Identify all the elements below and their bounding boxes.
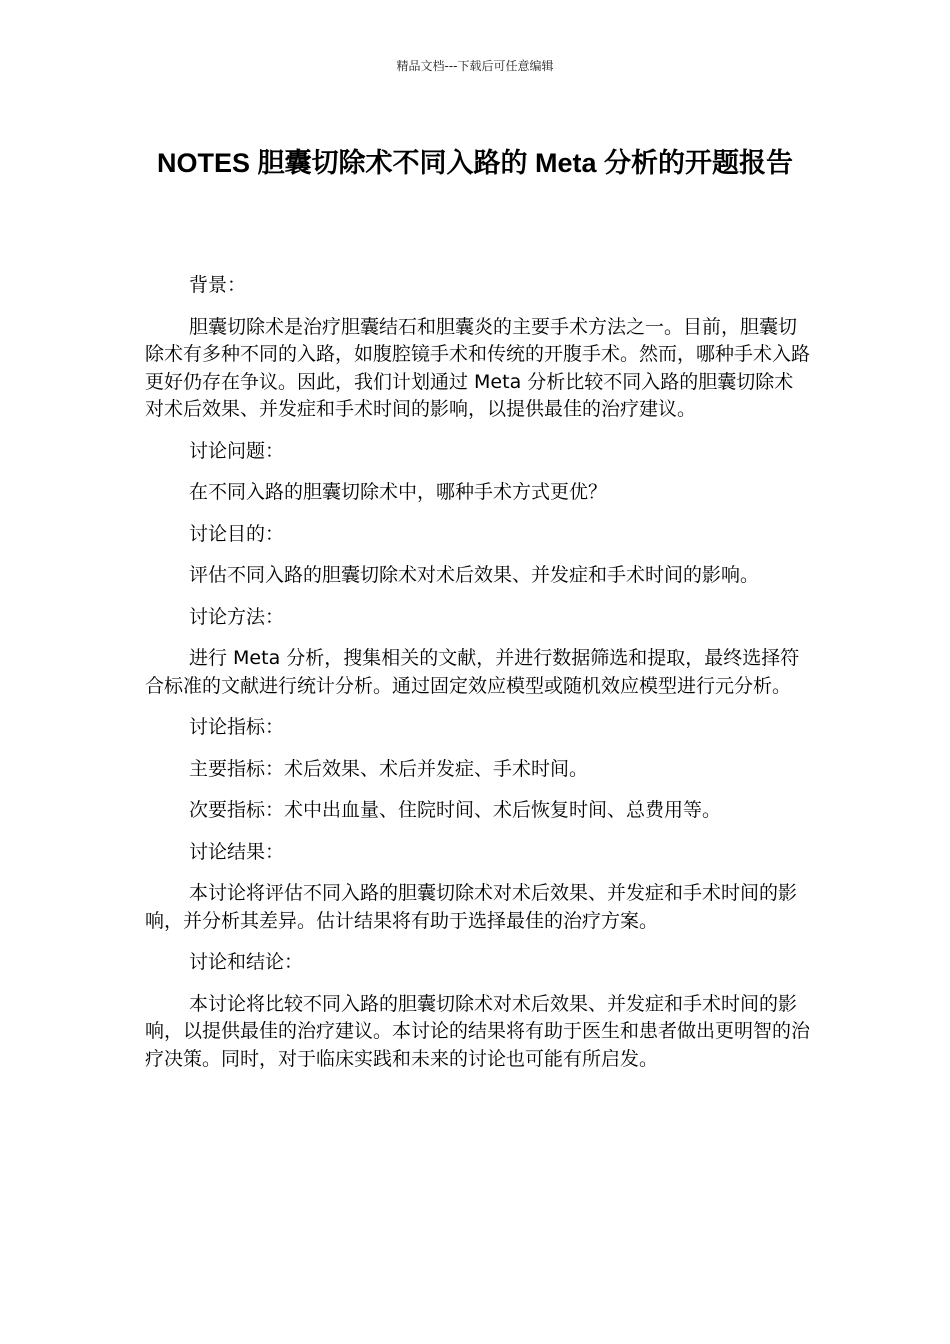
conclusion-paragraph: 本讨论将比较不同入路的胆囊切除术对术后效果、并发症和手术时间的影响，以提供最佳的治疗建议。本讨论的结果将有助于医生和患者做出更明智的治疗决策。同时，对于临床实践和未来的讨论也可能有所启发。 [145, 992, 811, 1070]
background-paragraph: 胆囊切除术是治疗胆囊结石和胆囊炎的主要手术方法之一。目前，胆囊切除术有多种不同的入路，如腹腔镜手术和传统的开腹手术。然而，哪种手术入路更好仍存在争议。因此，我们计划通过 Meta 分析比较不同入路的胆囊切除术对术后效果、并发症和手术时间的影响，以提供最佳的治疗建议。 [145, 315, 811, 420]
indicator-secondary: 次要指标：术中出血量、住院时间、术后恢复时间、总费用等。 [189, 799, 722, 821]
method-heading: 讨论方法： [189, 605, 285, 628]
question-heading: 讨论问题： [189, 439, 285, 462]
document-body [145, 272, 810, 1087]
conclusion-heading: 讨论和结论： [189, 951, 304, 973]
background-heading: 背景： [189, 274, 247, 296]
document-title: NOTES 胆囊切除术不同入路的 Meta 分析的开题报告 [156, 148, 794, 178]
purpose-heading: 讨论目的： [189, 522, 285, 545]
header-note: 精品文档---下载后可任意编辑 [396, 59, 554, 73]
indicator-heading: 讨论指标： [189, 716, 285, 738]
purpose-paragraph: 评估不同入路的胆囊切除术对术后效果、并发症和手术时间的影响。 [189, 564, 760, 586]
indicator-primary: 主要指标：术后效果、术后并发症、手术时间。 [189, 757, 589, 780]
question-paragraph: 在不同入路的胆囊切除术中，哪种手术方式更优？ [189, 481, 608, 503]
result-paragraph: 本讨论将评估不同入路的胆囊切除术对术后效果、并发症和手术时间的影响，并分析其差异。估计结果将有助于选择最佳的治疗方案。 [145, 882, 798, 932]
method-paragraph: 进行 Meta 分析，搜集相关的文献，并进行数据筛选和提取，最终选择符合标准的文献进行统计分析。通过固定效应模型或随机效应模型进行元分析。 [145, 647, 800, 697]
result-heading: 讨论结果： [189, 840, 285, 863]
